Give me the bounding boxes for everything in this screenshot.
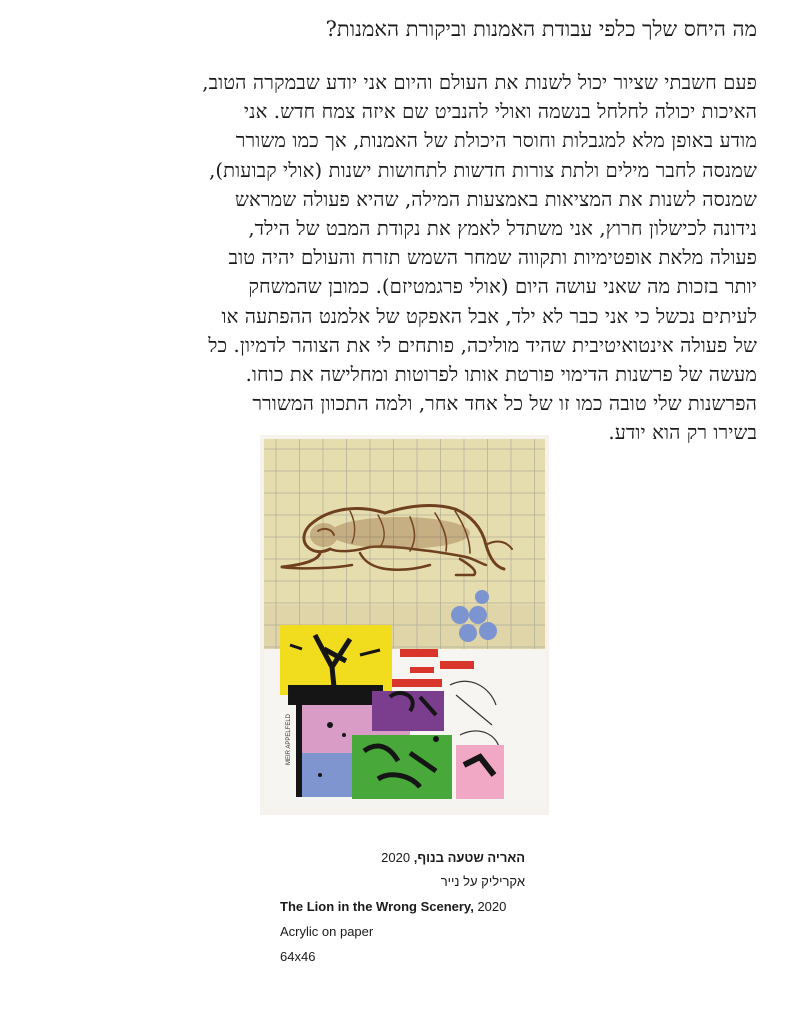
answer-line: האיכות יכולה לחלחל בנשמה ואולי להנביט שם איזה צמח חדש. אני bbox=[243, 100, 757, 124]
lion-painting bbox=[260, 435, 549, 815]
answer-line: שמנסה לשנות את המציאות באמצעות המילה, שהיא פעולה שמראש bbox=[235, 187, 757, 211]
answer-line: פעם חשבתי שציור יכול לשנות את העולם והיום אני יודע שבמקרה הטוב, bbox=[202, 71, 757, 94]
answer-line: לעיתים נכשל כי אני כבר לא ילד, אבל האפקט של אלמנט ההפתעה או bbox=[221, 304, 757, 328]
artist-signature: MEIR APPELFELD bbox=[286, 713, 292, 765]
caption-english-title: The Lion in the Wrong Scenery, bbox=[280, 899, 474, 914]
answer-line: פעולה מלאת אופטימיות ותקווה שמחר השמש תזרח והעולם יהיה טוב bbox=[228, 246, 757, 270]
answer-line: יותר בזכות מה שאני עושה היום (אולי פרגמטיזם). כמובן שהמשחק bbox=[248, 275, 757, 299]
answer-line: שמנסה לחבר מילים ולתת צורות חדשות לתחושות ישנות (אולי קבועות), bbox=[209, 158, 757, 182]
answer-paragraph bbox=[39, 68, 757, 448]
caption-english-year: 2020 bbox=[477, 899, 507, 914]
caption-dimensions: 64x46 bbox=[280, 949, 316, 964]
answer-line: בשירו רק הוא יודע. bbox=[608, 421, 757, 445]
answer-line: נידונה לכישלון חרוץ, אני משתדל לאמץ את נקודת המבט של הילד, bbox=[248, 217, 757, 241]
caption-english-medium: Acrylic on paper bbox=[280, 924, 374, 939]
answer-line: מודע באופן מלא למגבלות וחוסר היכולת של האמנות, אך כמו משורר bbox=[235, 129, 757, 153]
caption-hebrew-title: האריה שטעה בנוף, bbox=[413, 850, 525, 865]
artwork-image bbox=[260, 435, 549, 815]
caption-english-title-line bbox=[280, 895, 525, 919]
question-heading: מה היחס שלך כלפי עבודת האמנות וביקורת האמנות? bbox=[325, 17, 757, 41]
caption-hebrew-title-line bbox=[280, 846, 525, 870]
answer-line: הפרשנות שלי טובה כמו זו של כל אחד אחר, ולמה התכוון המשורר bbox=[252, 392, 757, 416]
artwork-caption bbox=[280, 846, 525, 969]
answer-line: מעשה של פרשנות הדימוי פורטת אותו לפרוטות ומחלישה את כוחו. bbox=[245, 363, 757, 387]
caption-hebrew-medium: אקריליק על נייר bbox=[440, 874, 525, 889]
caption-hebrew-year: 2020 bbox=[381, 850, 411, 865]
answer-line: של פעולה אינטואיטיבית שהיד מוליכה, פותחים לי את הצוהר לדמיון. כל bbox=[208, 333, 757, 357]
